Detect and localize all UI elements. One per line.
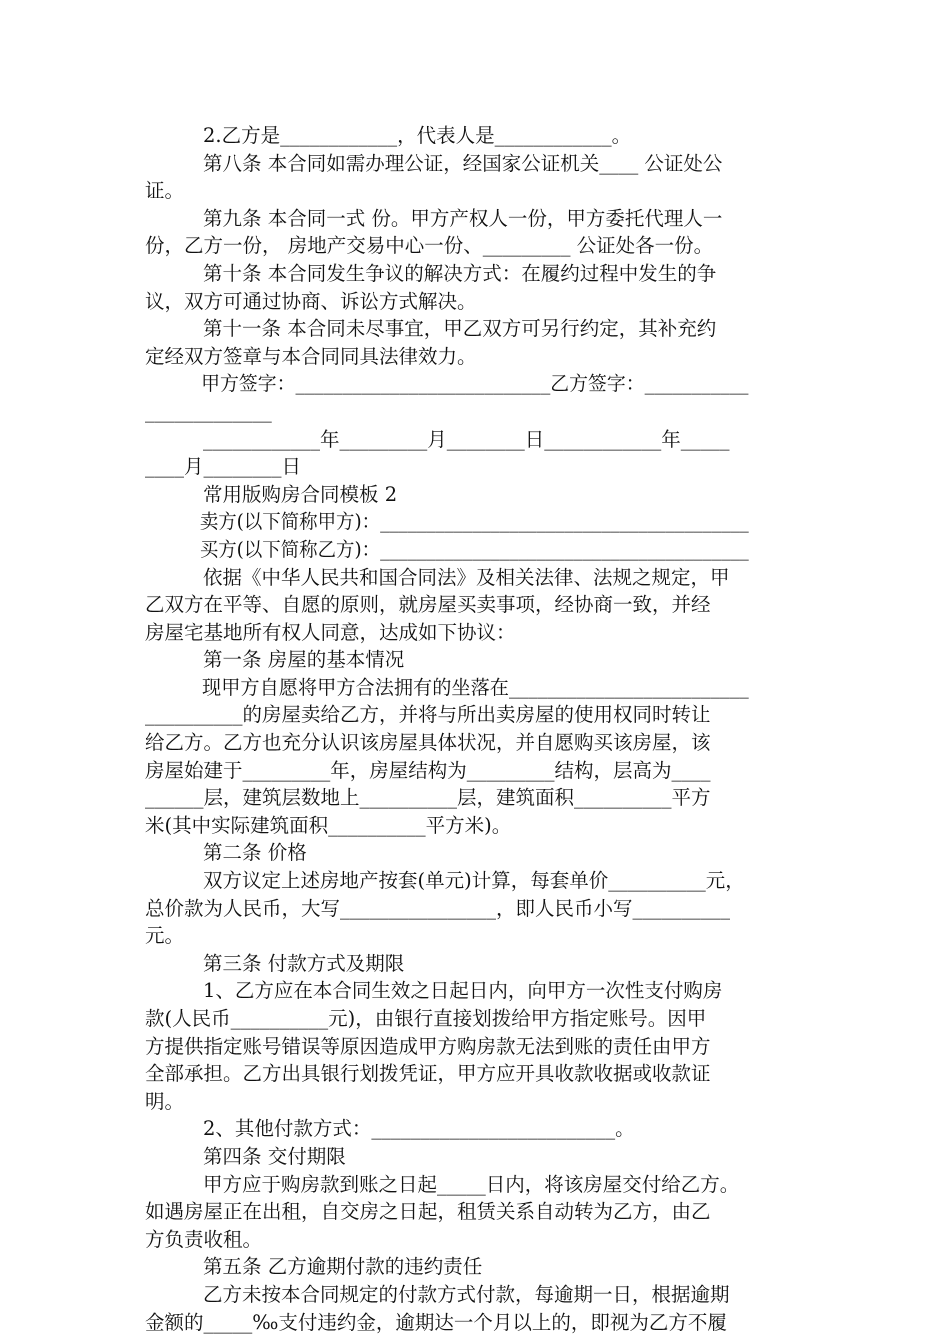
text-line: 1、乙方应在本合同生效之日起日内，向甲方一次性支付购房 xyxy=(203,979,723,1003)
text-line: 第九条 本合同一式 份。甲方产权人一份，甲方委托代理人一 xyxy=(203,206,723,230)
text-line: 金额的_____‰支付违约金，逾期达一个月以上的，即视为乙方不履 xyxy=(145,1310,727,1334)
text-line: 定经双方签章与本合同同具法律效力。 xyxy=(145,344,477,368)
text-line: 总价款为人民币，大写________________，即人民币小写__________ xyxy=(145,896,731,920)
text-line: 买方(以下简称乙方)：________________________________________ xyxy=(199,537,749,561)
text-line: 第三条 付款方式及期限 xyxy=(203,951,405,975)
text-line: 现甲方自愿将甲方合法拥有的坐落在_________________________ xyxy=(202,675,749,699)
text-line: 第四条 交付期限 xyxy=(203,1144,346,1168)
text-line: 乙双方在平等、自愿的原则，就房屋买卖事项，经协商一致，并经 xyxy=(145,593,711,617)
text-line: 依据《中华人民共和国合同法》及相关法律、法规之规定，甲 xyxy=(203,565,730,589)
text-line: 乙方未按本合同规定的付款方式付款，每逾期一日，根据逾期 xyxy=(203,1282,730,1306)
text-line: 卖方(以下简称甲方)：________________________________________ xyxy=(199,510,749,534)
text-line: 第二条 价格 xyxy=(203,841,307,865)
text-line: 房屋宅基地所有权人同意，达成如下协议： xyxy=(145,620,516,644)
text-line: 元。 xyxy=(145,924,185,948)
text-line: 房屋始建于_________年，房屋结构为_________结构，层高为____ xyxy=(145,758,711,782)
text-line: 甲方应于购房款到账之日起_____日内，将该房屋交付给乙方。 xyxy=(203,1172,740,1196)
document-body xyxy=(145,122,807,1336)
text-line: 明。 xyxy=(145,1089,185,1113)
text-line: 证。 xyxy=(145,179,185,203)
text-line: 款(人民币__________元)，由银行直接划拨给甲方指定账号。因甲 xyxy=(145,1007,707,1030)
text-line: 常用版购房合同模板 2 xyxy=(203,482,398,506)
text-line: 第十一条 本合同未尽事宜，甲乙双方可另行约定，其补充约 xyxy=(203,317,717,341)
text-line: 第十条 本合同发生争议的解决方式：在履约过程中发生的争 xyxy=(203,261,717,285)
text-line: 第八条 本合同如需办理公证，经国家公证机关____ 公证处公 xyxy=(203,151,723,175)
text-line: ____________年_________月________日____________年_____ xyxy=(203,427,730,451)
text-line: 份，乙方一份， 房地产交易中心一份、_________ 公证处各一份。 xyxy=(145,234,714,258)
text-line: 方负责收租。 xyxy=(145,1227,263,1251)
text-line: 第五条 乙方逾期付款的违约责任 xyxy=(203,1255,483,1279)
text-line: 方提供指定账号错误等原因造成甲方购房款无法到账的责任由甲方 xyxy=(145,1034,711,1058)
text-line: ____月________日 xyxy=(145,455,302,479)
text-line: __________的房屋卖给乙方，并将与所出卖房屋的使用权同时转让 xyxy=(145,703,711,727)
text-line: _____________ xyxy=(145,399,272,423)
text-line: 2、其他付款方式：_________________________。 xyxy=(203,1117,635,1141)
text-line: 如遇房屋正在出租，自交房之日起，租赁关系自动转为乙方，由乙 xyxy=(145,1200,711,1224)
text-line: 2.乙方是____________，代表人是____________。 xyxy=(203,124,632,147)
text-line: 甲方签字：___________________________乙方签字：___________ xyxy=(201,372,749,396)
text-line: 米(其中实际建筑面积__________平方米)。 xyxy=(145,813,512,837)
text-line: 全部承担。乙方出具银行划拨凭证，甲方应开具收款收据或收款证 xyxy=(145,1062,711,1086)
text-line: ______层，建筑层数地上__________层，建筑面积__________平方 xyxy=(145,786,711,810)
text-line: 给乙方。乙方也充分认识该房屋具体状况，并自愿购买该房屋，该 xyxy=(145,731,711,755)
text-line: 双方议定上述房地产按套(单元)计算，每套单价__________元， xyxy=(203,869,745,893)
text-line: 第一条 房屋的基本情况 xyxy=(203,648,405,672)
text-line: 议，双方可通过协商、诉讼方式解决。 xyxy=(145,289,477,313)
